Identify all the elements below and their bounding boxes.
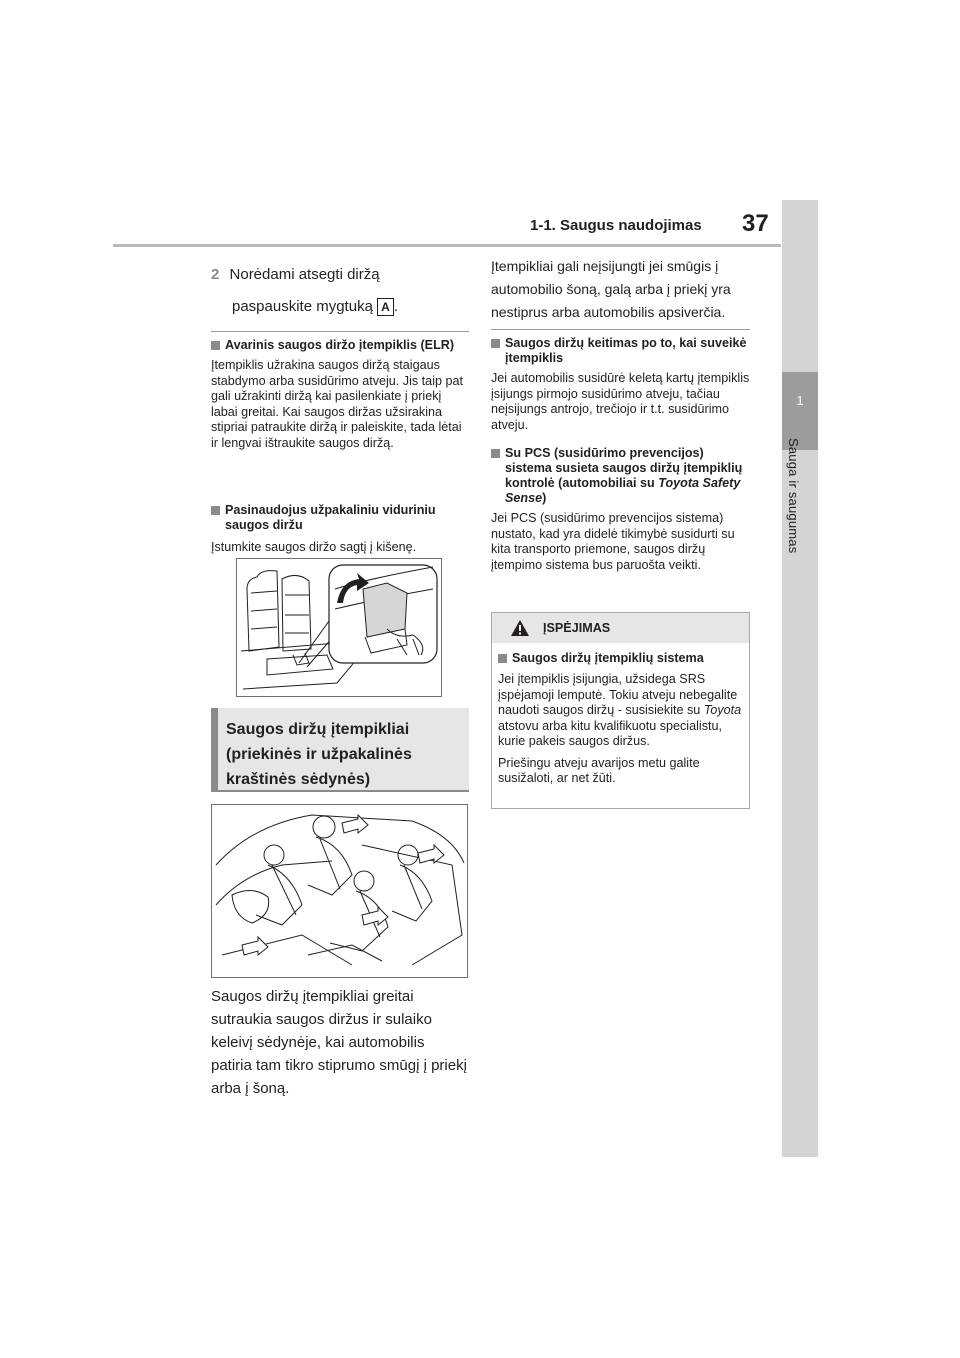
pretensioner-text: Saugos diržų įtempikliai greitai sutraukia saugos diržus ir sulaiko keleivį sėdynėje, kai automobilis patiria tam tikro stiprumo smūgį į priekį arba į šoną. <box>211 988 467 1097</box>
right-intro <box>491 255 750 324</box>
rear-middle-heading: Pasinaudojus užpakaliniu viduriniu saugos diržu <box>211 503 469 533</box>
step-2 <box>211 261 469 321</box>
elr-section <box>211 338 469 451</box>
warning-triangle-icon <box>510 619 530 637</box>
warning-title: ĮSPĖJIMAS <box>543 621 611 635</box>
warning-text-2: Priešingu atveju avarijos metu galite susižaloti, ar net žūti. <box>498 755 700 785</box>
pcs-heading-end: ) <box>542 491 547 505</box>
button-a-label: A <box>377 298 394 316</box>
section-heading-line3: kraštinės sėdynės) <box>226 771 371 788</box>
divider <box>491 329 750 330</box>
replacement-section <box>491 336 750 433</box>
section-underline <box>211 790 469 792</box>
header-rule <box>113 244 781 247</box>
section-heading-line2: (priekinės ir užpakalinės <box>226 746 412 763</box>
chapter-label: Sauga ir saugumas <box>786 438 801 554</box>
warning-brand: Toyota <box>703 703 742 717</box>
rear-seat-buckle-illustration <box>236 558 442 697</box>
pcs-heading-brand: Toyota Safety Sense <box>505 476 741 505</box>
step-number: 2 <box>211 266 220 283</box>
section-heading-line1: Saugos diržų įtempikliai <box>226 721 410 738</box>
pcs-body: Jei PCS (susidūrimo prevencijos sistema) nustato, kad yra didelė tikimybė susidurti su kita transporto priemone, saugos diržų įtempimo sistema bus paruošta veikti. <box>491 511 735 572</box>
pcs-heading-text: Su PCS (susidūrimo prevencijos) sistema susieta saugos diržų įtempiklių kontrolė (automobiliai su <box>505 446 743 490</box>
warning-body <box>492 643 749 787</box>
chapter-number: 1 <box>796 393 804 408</box>
rear-middle-body: Įstumkite saugos diržo sagtį į kišenę. <box>211 540 417 554</box>
step-end: . <box>393 298 398 315</box>
pretensioner-description <box>211 985 469 1100</box>
warning-text-1b: atstovu arba kitu kvalifikuotu specialistu, kurie pakeis saugos diržus. <box>498 718 723 748</box>
running-header-title: 1-1. Saugus naudojimas <box>530 217 702 234</box>
step-text-line1: Norėdami atsegti diržą <box>229 266 380 283</box>
warning-text-1 <box>498 672 742 750</box>
page-number: 37 <box>742 210 769 237</box>
warning-header <box>492 613 749 643</box>
warning-heading: Saugos diržų įtempiklių sistema <box>498 651 742 666</box>
warning-text-1a: Jei įtempiklis įsijungia, užsidega SRS įspėjamoji lemputė. Tokiu atveju nebegalite naudoti saugos diržų - susisiekite su <box>498 672 738 717</box>
cabin-occupants-drawing <box>212 805 467 977</box>
step-text-line2: paspauskite mygtuką <box>232 298 373 315</box>
pcs-heading <box>491 446 750 506</box>
chapter-side-tab <box>782 200 818 1157</box>
section-heading-box <box>211 708 469 790</box>
pcs-section <box>491 446 750 573</box>
right-intro-text: Įtempikliai gali neįsijungti jei smūgis į automobilio šoną, galą arba į priekį yra nestiprus arba automobilis apsiverčia. <box>491 258 731 320</box>
divider <box>211 331 469 332</box>
warning-box <box>491 612 750 809</box>
replacement-body: Jei automobilis susidūrė keletą kartų įtempiklis įsijungs pirmojo susidūrimo atveju, tačiau neįsijungs antrojo, trečiojo ir t.t. susidūrimo atveju. <box>491 371 750 432</box>
seat-buckle-drawing <box>237 559 441 696</box>
pretensioner-occupants-illustration <box>211 804 468 978</box>
elr-heading: Avarinis saugos diržo įtempiklis (ELR) <box>211 338 469 353</box>
elr-body: Įtempiklis užrakina saugos diržą staigaus stabdymo arba susidūrimo atveju. Jis taip pat gali užrakinti diržą kai pasilenkiate į priekį labai greitai. Kai saugos diržas užsirakina stipriai patraukite diržą ir paleiskite, tada lėtai ir lengvai ištraukite saugos diržą. <box>211 358 463 450</box>
rear-middle-section <box>211 503 469 556</box>
replacement-heading: Saugos diržų keitimas po to, kai suveikė įtempiklis <box>491 336 750 366</box>
